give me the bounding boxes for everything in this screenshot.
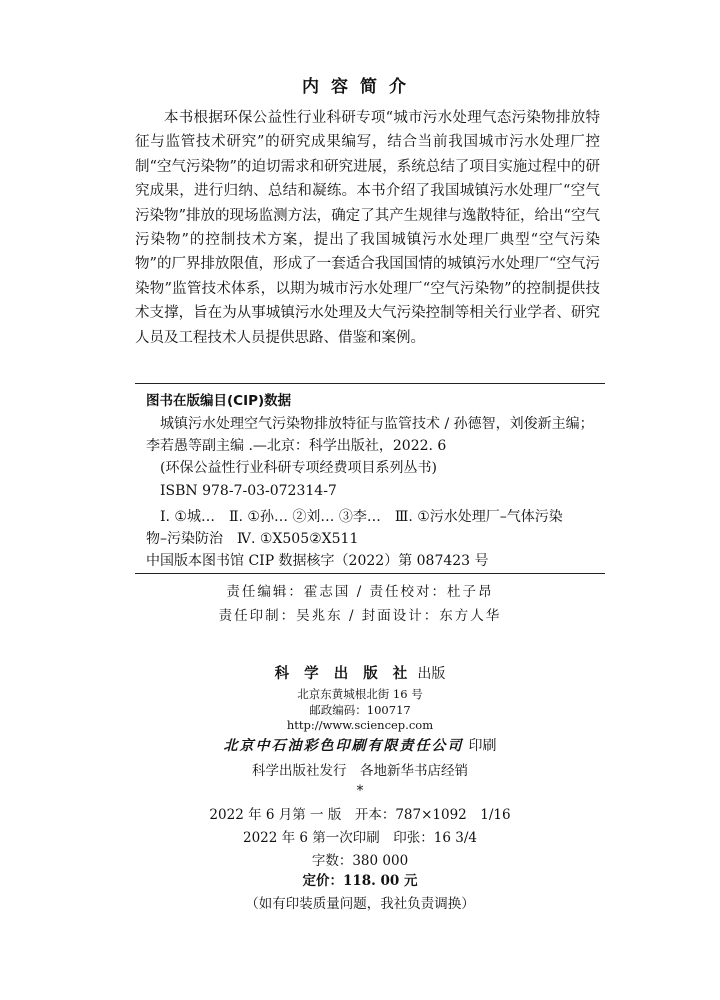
cip-line: 城镇污水处理空气污染物排放特征与监管技术 / 孙德智，刘俊新主编； — [160, 416, 594, 432]
cip-line: Ⅰ. ①城… Ⅱ. ①孙… ②刘… ③李… Ⅲ. ①污水处理厂–气体污染 — [160, 508, 563, 525]
quality-note: （如有印装质量问题，我社负责调换） — [245, 896, 475, 912]
summary-paragraph: 本书根据环保公益性行业科研专项“城市污水处理气态污染物排放特征与监管技术研究”的研究成果编写，结合当前我国城市污水处理厂控制“空气污染物”的迫切需求和研究进展，系统总结了项目实施过程中的研究成果，进行归纳、总结和凝练。本书介绍了我国城镇污水处理厂“空气污染物”排放的现场监测方法，确定了其产生规律与逸散特征，给出“空气污染物”的控制技术方案，提出了我国城镇污水处理厂典型“空气污染物”的厂界排放限值，形成了一套适合我国国情的城镇污水处理厂“空气污染物”监管技术体系，以期为城市污水处理厂“空气污染物”的控制提供技术支撑，旨在为从事城镇污水处理及大气污染控制等相关行业学者、研究人员及工程技术人员提供思路、借鉴和案例。 — [135, 110, 600, 346]
distribution-line: 科学出版社发行 各地新华书店经销 — [252, 763, 468, 779]
publisher-address: 北京东黄城根北街 16 号 — [297, 687, 423, 701]
cip-top-rule — [135, 383, 605, 384]
publisher-url: http://www.sciencep.com — [286, 718, 434, 732]
publisher-line — [0, 662, 720, 683]
cip-line: 物–污染防治 Ⅳ. ①X505②X511 — [146, 531, 359, 548]
wordcount-line: 字数：380 000 — [311, 853, 409, 869]
price-line: 定价：118. 00 元 — [302, 873, 418, 889]
cip-bottom-rule — [135, 573, 605, 574]
cip-line: (环保公益性行业科研专项经费项目系列丛书) — [160, 460, 437, 477]
separator-asterisk: * — [356, 783, 364, 799]
cip-line: 李若愚等副主编 .—北京：科学出版社，2022. 6 — [146, 438, 447, 455]
cip-number: 中国版本图书馆 CIP 数据核字（2022）第 087423 号 — [146, 553, 489, 569]
publisher-role: 出版 — [417, 666, 446, 682]
credits-editors: 责任编辑：霍志国 / 责任校对：杜子昂 — [226, 584, 494, 600]
cip-record — [146, 413, 606, 550]
summary-title: 内容简介 — [302, 77, 418, 97]
cip-line: ISBN 978-7-03-072314-7 — [160, 482, 337, 499]
credits-production: 责任印制：吴兆东 / 封面设计：东方人华 — [218, 608, 502, 624]
publisher-postcode: 邮政编码：100717 — [309, 703, 411, 717]
printer-name: 北京中石油彩色印刷有限责任公司 — [223, 738, 464, 754]
cip-header: 图书在版编目(CIP)数据 — [146, 393, 292, 409]
printer-line — [0, 735, 720, 755]
publisher-name: 科 学 出 版 社 — [274, 665, 413, 682]
edition-line: 2022 年 6 月第 一 版 开本：787×1092 1/16 — [209, 807, 511, 823]
printing-line: 2022 年 6 第一次印刷 印张：16 3/4 — [242, 830, 477, 846]
printer-role: 印刷 — [468, 738, 497, 754]
